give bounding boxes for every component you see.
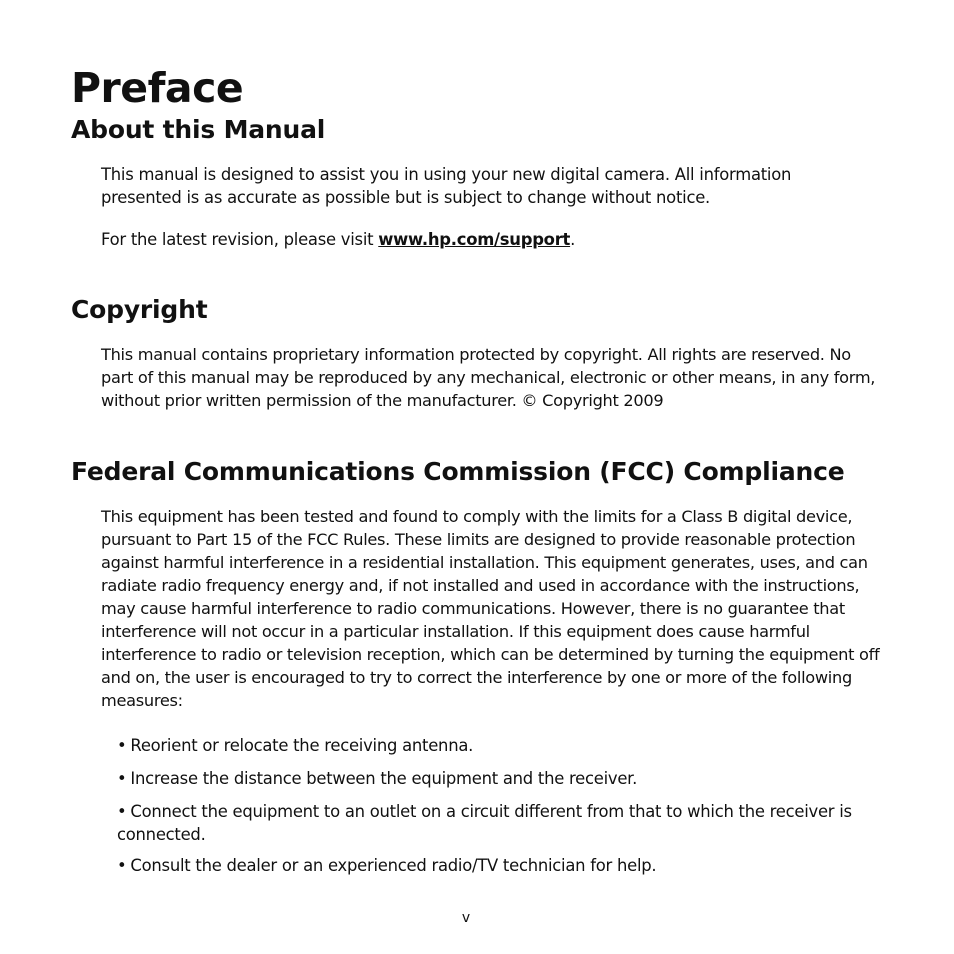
list-item-text: Increase the distance between the equipment and the receiver.	[130, 769, 638, 788]
section-heading-fcc: Federal Communications Commission (FCC) Compliance	[71, 457, 845, 486]
list-item	[117, 800, 877, 846]
list-item	[117, 854, 887, 877]
list-item-text: Consult the dealer or an experienced radio/TV technician for help.	[130, 856, 657, 875]
page-number: v	[461, 910, 471, 926]
bullet-glyph: •	[117, 769, 127, 788]
page-title: Preface	[71, 64, 244, 112]
list-item-text: Connect the equipment to an outlet on a circuit different from that to which the receiver is connected.	[117, 802, 852, 844]
list-item-text: Reorient or relocate the receiving antenna.	[130, 736, 474, 755]
section-heading-copyright: Copyright	[71, 295, 208, 324]
revision-suffix: .	[570, 230, 576, 249]
fcc-paragraph: This equipment has been tested and found to comply with the limits for a Class B digital device, pursuant to Part 15 of the FCC Rules. These limits are designed to provide reasonable protection against harmful interference in a residential installation. This equipment generates, uses, and can radiate radio frequency energy and, if not installed and used in accordance with the instructions, may cause harmful interference to radio communications. However, there is no guarantee that interference will not occur in a particular installation. If this equipment does cause harmful interference to radio or television reception, which can be determined by turning the equipment off and on, the user is encouraged to try to correct the interference by one or more of the following measures:	[101, 507, 880, 710]
about-manual-paragraph: This manual is designed to assist you in using your new digital camera. All information presented is as accurate as possible but is subject to change without notice.	[101, 165, 792, 207]
bullet-glyph: •	[117, 856, 127, 875]
list-item	[117, 734, 887, 757]
section-heading-about-manual: About this Manual	[71, 115, 326, 144]
copyright-paragraph: This manual contains proprietary information protected by copyright. All rights are reserved. No part of this manual may be reproduced by any mechanical, electronic or other means, in any form, without prior written permission of the manufacturer. © Copyright 2009	[101, 345, 876, 410]
support-link[interactable]: www.hp.com/support	[378, 230, 571, 249]
bullet-glyph: •	[117, 802, 127, 821]
revision-prefix: For the latest revision, please visit	[101, 230, 379, 249]
revision-line	[101, 228, 881, 251]
bullet-glyph: •	[117, 736, 127, 755]
list-item	[117, 767, 887, 790]
